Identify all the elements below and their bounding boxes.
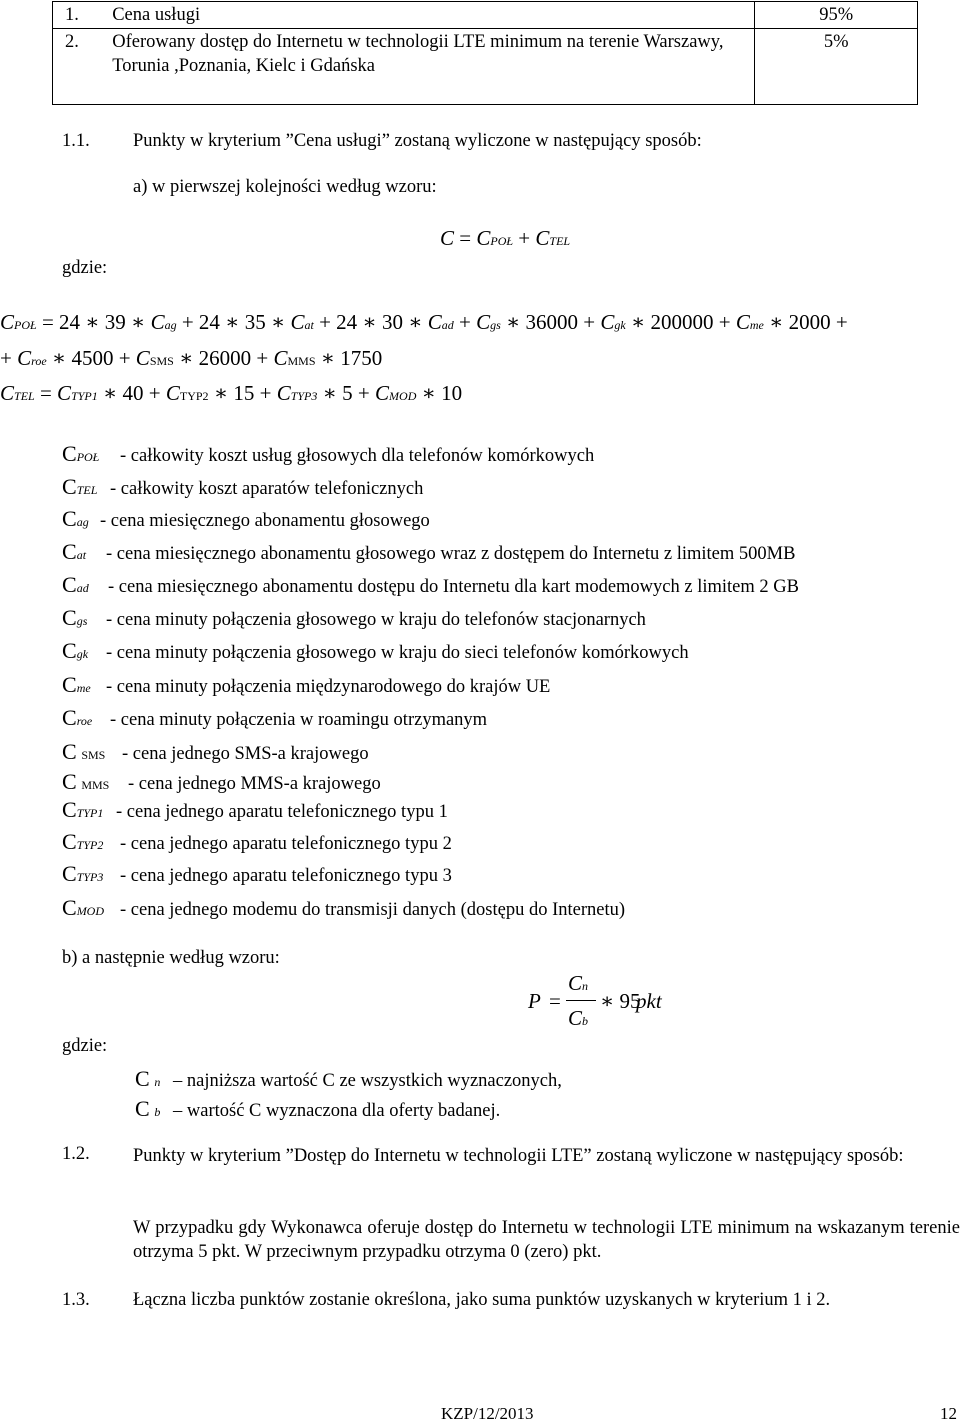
criteria-name: Oferowany dostęp do Internetu w technologii LTE minimum na terenie Warszawy, Torunia ,Poznania, Kielc i Gdańska [108, 29, 755, 105]
section-number: 1.1. [62, 131, 90, 151]
definition-item: CTYP3 - cena jednego aparatu telefonicznego typu 3 [62, 861, 452, 886]
criteria-weight: 5% [755, 29, 918, 105]
definition-item: Cat - cena miesięcznego abonamentu głosowego wraz z dostępem do Internetu z limitem 500MB [62, 539, 796, 564]
formula-p-unit: pkt [636, 989, 662, 1013]
step-a-label: a) w pierwszej kolejności według wzoru: [133, 177, 437, 197]
definition-item: CPOŁ - całkowity koszt usług głosowych dla telefonów komórkowych [62, 441, 595, 466]
definition-item: Croe - cena minuty połączenia w roamingu otrzymanym [62, 705, 488, 730]
formula-p-eq: = [549, 989, 561, 1013]
criteria-num: 1. [53, 2, 109, 29]
step-b-label: b) a następnie według wzoru: [62, 948, 280, 968]
definition-item: Cad - cena miesięcznego abonamentu dostępu do Internetu dla kart modemowych z limitem 2 GB [62, 572, 799, 597]
definition-item: C MMS - cena jednego MMS-a krajowego [62, 769, 381, 794]
criteria-table [52, 1, 918, 105]
formula-pol-line2: + Croe ∗ 4500 + CSMS ∗ 26000 + CMMS ∗ 1750 [0, 346, 383, 370]
formula-p-numerator: Cn [568, 971, 589, 995]
criteria-name: Cena usługi [108, 2, 755, 29]
section-number: 1.3. [62, 1290, 90, 1310]
section-number: 1.2. [62, 1144, 90, 1164]
section-heading: Punkty w kryterium ”Dostęp do Internetu w technologii LTE” zostaną wyliczone w następujący sposób: [133, 1146, 904, 1166]
criteria-row [53, 2, 918, 29]
formula-pol-line1: CPOŁ = 24 ∗ 39 ∗ Cag + 24 ∗ 35 ∗ Cat + 24 ∗ 30 ∗ Cad + Cgs ∗ 36000 + Cgk ∗ 200000 + Cme ∗ 2000 + [0, 310, 848, 334]
definition-item: Cgs - cena minuty połączenia głosowego w kraju do telefonów stacjonarnych [62, 605, 646, 630]
gdzie-label: gdzie: [62, 258, 108, 278]
gdzie-label-2: gdzie: [62, 1036, 108, 1056]
page-number: 12 [940, 1404, 957, 1423]
section-heading: Punkty w kryterium ”Cena usługi” zostaną wyliczone w następujący sposób: [133, 131, 702, 151]
definition-item: CTYP1 - cena jednego aparatu telefonicznego typu 1 [62, 797, 448, 822]
definition-item: Cag - cena miesięcznego abonamentu głosowego [62, 506, 430, 531]
fraction-bar [566, 1000, 596, 1001]
criteria-row [53, 29, 918, 105]
formula-p-multiplier: ∗ 95 [600, 989, 641, 1013]
definition-item: C n – najniższa wartość C ze wszystkich wyznaczonych, [135, 1066, 562, 1091]
definition-item: CMOD - cena jednego modemu do transmisji danych (dostępu do Internetu) [62, 895, 626, 920]
formula-p-lhs: P [528, 989, 541, 1013]
formula-main: C = CPOŁ + CTEL [440, 226, 571, 250]
section-heading: Łączna liczba punktów zostanie określona, jako suma punktów uzyskanych w kryterium 1 i 2. [133, 1290, 831, 1310]
formula-tel: CTEL = CTYP1 ∗ 40 + CTYP2 ∗ 15 + CTYP3 ∗ 5 + CMOD ∗ 10 [0, 381, 463, 405]
definition-item: CTYP2 - cena jednego aparatu telefonicznego typu 2 [62, 829, 452, 854]
formula-p-denominator: Cb [568, 1006, 589, 1030]
definition-item: CTEL - całkowity koszt aparatów telefonicznych [62, 474, 424, 499]
definition-item: Cme - cena minuty połączenia międzynarodowego do krajów UE [62, 672, 551, 697]
criteria-weight: 95% [755, 2, 918, 29]
definition-item: C SMS - cena jednego SMS-a krajowego [62, 739, 369, 764]
definition-item: Cgk - cena minuty połączenia głosowego w kraju do sieci telefonów komórkowych [62, 638, 689, 663]
footer-ref: KZP/12/2013 [441, 1404, 534, 1423]
definition-item: C b – wartość C wyznaczona dla oferty badanej. [135, 1096, 501, 1121]
criteria-num: 2. [53, 29, 109, 105]
section-paragraph: W przypadku gdy Wykonawca oferuje dostęp do Internetu w technologii LTE minimum na wskazanym terenie otrzyma 5 pkt. W przeciwnym przypadku otrzyma 0 (zero) pkt. [133, 1218, 960, 1262]
